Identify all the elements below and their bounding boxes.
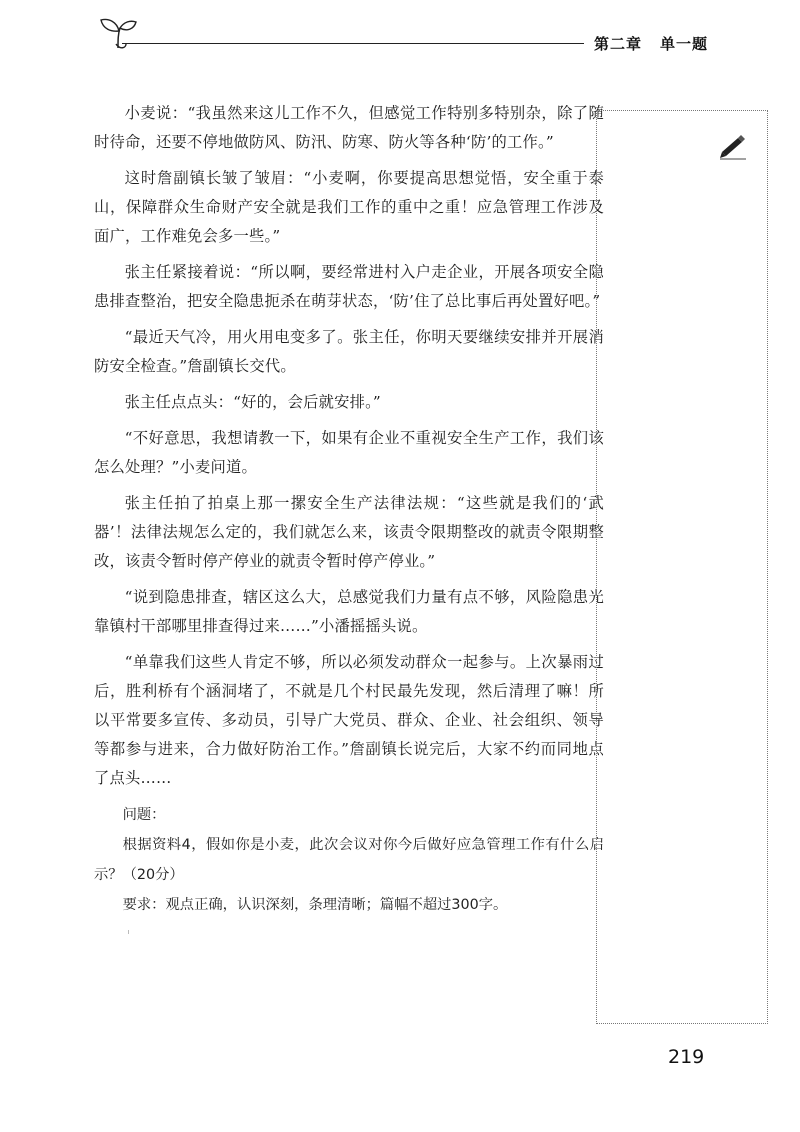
paragraph: 这时詹副镇长皱了皱眉：“小麦啊，你要提高思想觉悟，安全重于泰山，保障群众生命财产安全就是我们工作的重中之重！应急管理工作涉及面广，工作难免会多一些。” [94, 169, 604, 245]
section-label: 单一题 [660, 35, 709, 53]
paragraph: “不好意思，我想请教一下，如果有企业不重视安全生产工作，我们该怎么处理？”小麦问道。 [94, 429, 604, 476]
question-requirement: 要求：观点正确，认识深刻，条理清晰；篇幅不超过300字。 [122, 897, 508, 913]
paragraph: “说到隐患排查，辖区这么大，总感觉我们力量有点不够，风险隐患光靠镇村干部哪里排查得过来……”小潘摇摇头说。 [94, 588, 604, 635]
scan-artifact [128, 930, 129, 934]
paragraph: “单靠我们这些人肯定不够，所以必须发动群众一起参与。上次暴雨过后，胜利桥有个涵洞堵了，不就是几个村民最先发现，然后清理了嘛！所以平常要多宣传、多动员，引导广大党员、群众、企业、社会组织、领导等都参与进来，合力做好防治工作。”詹副镇长说完后，大家不约而同地点了点头…… [94, 653, 604, 787]
paragraph: 张主任拍了拍桌上那一摞安全生产法律法规：“这些就是我们的‘武器’！法律法规怎么定的，我们就怎么来，该责令限期整改的就责令限期整改，该责令暂时停产停业的就责令暂时停产停业。” [94, 494, 604, 570]
sprout-icon [96, 14, 140, 50]
question-label: 问题： [122, 807, 166, 823]
page-header [0, 0, 800, 60]
body-text [94, 99, 604, 920]
paragraph: 小麦说：“我虽然来这儿工作不久，但感觉工作特别多特别杂，除了随时待命，还要不停地做防风、防汛、防寒、防火等各种‘防’的工作。” [94, 104, 604, 151]
chapter-title [594, 33, 708, 54]
notes-margin-box [596, 110, 768, 1024]
paragraph: 张主任点点头：“好的，会后就安排。” [124, 393, 381, 411]
header-rule [122, 43, 584, 44]
question-text: 根据资料4，假如你是小麦，此次会议对你今后做好应急管理工作有什么启示？（20分） [94, 837, 604, 883]
page-number: 219 [668, 1046, 705, 1068]
chapter-label: 第二章 [594, 35, 643, 53]
pencil-icon [718, 130, 748, 160]
paragraph: 张主任紧接着说：“所以啊，要经常进村入户走企业，开展各项安全隐患排查整治，把安全隐患扼杀在萌芽状态，‘防’住了总比事后再处置好吧。” [94, 263, 604, 310]
paragraph: “最近天气冷，用火用电变多了。张主任，你明天要继续安排并开展消防安全检查。”詹副镇长交代。 [94, 328, 604, 375]
